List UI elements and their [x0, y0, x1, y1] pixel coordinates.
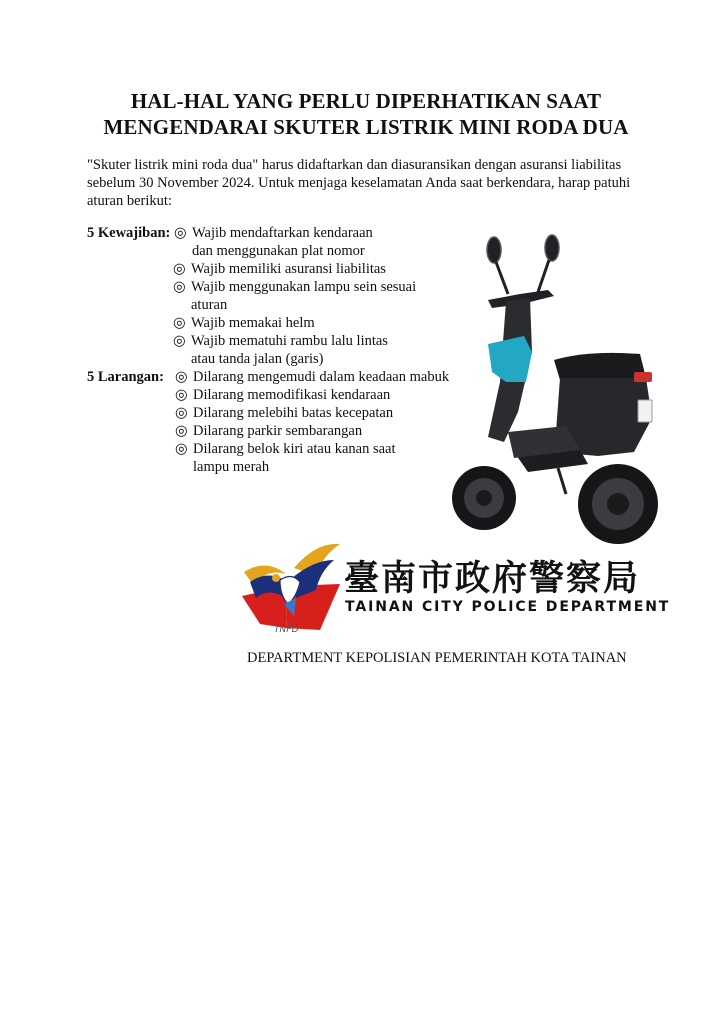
scooter-accent-panel — [488, 336, 532, 382]
kewajiban-label: 5 Kewajiban: — [87, 225, 171, 241]
intro-paragraph — [87, 156, 667, 210]
double-circle-icon: ◎ — [175, 405, 188, 421]
larangan-item — [87, 404, 467, 422]
rule-text: Wajib mematuhi rambu lalu lintas — [191, 333, 388, 349]
larangan-label: 5 Larangan: — [87, 369, 164, 385]
rule-text: Wajib memiliki asuransi liabilitas — [191, 261, 386, 277]
larangan-group — [87, 368, 467, 476]
larangan-item — [87, 386, 467, 404]
rule-text-continued: aturan — [191, 297, 228, 313]
rule-text: Dilarang memodifikasi kendaraan — [193, 387, 391, 403]
double-circle-icon: ◎ — [173, 333, 186, 349]
kewajiban-item — [87, 278, 467, 314]
page-title — [40, 88, 692, 140]
kewajiban-item — [87, 260, 467, 278]
double-circle-icon: ◎ — [173, 279, 186, 295]
kewajiban-item — [87, 314, 467, 332]
rule-text: Dilarang melebihi batas kecepatan — [193, 405, 394, 421]
rule-text-continued: atau tanda jalan (garis) — [191, 351, 324, 367]
rule-text: Wajib mendaftarkan kendaraan — [192, 225, 373, 241]
mirror-left — [487, 237, 508, 294]
footer-department-name: DEPARTMENT KEPOLISIAN PEMERINTAH KOTA TAINAN — [247, 650, 627, 666]
larangan-item — [87, 368, 467, 386]
kewajiban-list — [87, 224, 467, 368]
rule-text-continued: dan menggunakan plat nomor — [192, 243, 365, 259]
double-circle-icon: ◎ — [175, 423, 188, 439]
scooter-seat — [554, 353, 646, 381]
electric-scooter-illustration — [448, 232, 668, 567]
larangan-list — [87, 368, 467, 476]
larangan-item — [87, 422, 467, 440]
larangan-item — [87, 440, 467, 476]
double-circle-icon: ◎ — [175, 387, 188, 403]
double-circle-icon: ◎ — [174, 225, 187, 241]
intro-line-2: sebelum 30 November 2024. Untuk menjaga keselamatan Anda saat berkendara, harap patuhi — [87, 175, 631, 191]
rule-text: Dilarang mengemudi dalam keadaan mabuk — [193, 369, 450, 385]
kewajiban-item — [87, 224, 467, 260]
double-circle-icon: ◎ — [175, 441, 188, 457]
department-name-chinese: 臺南市政府警察局 — [344, 559, 641, 599]
title-line-1: HAL-HAL YANG PERLU DIPERHATIKAN SAAT — [130, 89, 602, 113]
department-name-english: TAINAN CITY POLICE DEPARTMENT — [345, 599, 671, 615]
rule-text: Dilarang belok kiri atau kanan saat — [193, 441, 396, 457]
kewajiban-group — [87, 224, 467, 368]
tnpd-emblem — [236, 538, 346, 634]
rule-text: Wajib menggunakan lampu sein sesuai — [191, 279, 417, 295]
rule-text: Dilarang parkir sembarangan — [193, 423, 363, 439]
rule-text: Wajib memakai helm — [191, 315, 315, 331]
rear-wheel — [578, 464, 658, 544]
kewajiban-item — [87, 332, 467, 368]
intro-line-1: "Skuter listrik mini roda dua" harus didaftarkan dan diasuransikan dengan asuransi liabilitas — [87, 157, 622, 173]
rules-section — [87, 224, 467, 476]
mirror-right — [538, 235, 559, 292]
double-circle-icon: ◎ — [175, 369, 188, 385]
double-circle-icon: ◎ — [173, 315, 186, 331]
title-line-2: MENGENDARAI SKUTER LISTRIK MINI RODA DUA — [103, 115, 629, 139]
rule-text-continued: lampu merah — [193, 459, 270, 475]
front-wheel — [452, 466, 516, 530]
double-circle-icon: ◎ — [173, 261, 186, 277]
emblem-text: TNPD — [274, 625, 299, 634]
intro-line-3: aturan berikut: — [87, 193, 172, 209]
